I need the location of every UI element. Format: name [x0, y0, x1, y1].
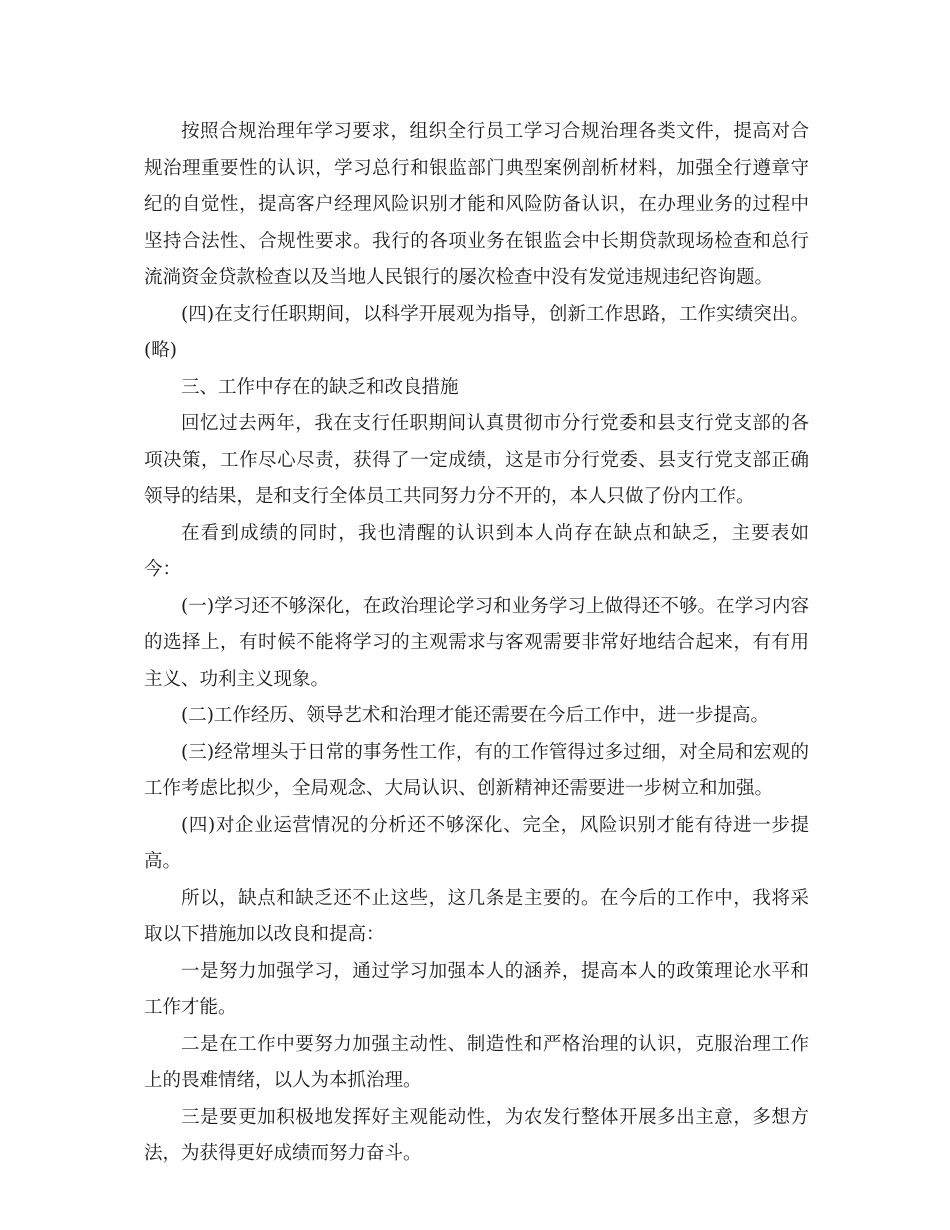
- paragraph-measure-1: 一是努力加强学习，通过学习加强本人的涵养，提高本人的政策理论水平和工作才能。: [144, 960, 809, 1018]
- paragraph-measures-intro: 所以，缺点和缺乏还不止这些，这几条是主要的。在今后的工作中，我将采取以下措施加以改良和提高：: [144, 887, 809, 945]
- section-heading-shortcomings: 三、工作中存在的缺乏和改良措施: [181, 376, 459, 398]
- paragraph-shortcoming-1: (一)学习还不够深化，在政治理论学习和业务学习上做得还不够。在学习内容的选择上，有时候不能将学习的主观需求与客观需要非常好地结合起来，有有用主义、功利主义现象。: [144, 595, 809, 690]
- paragraph-measure-3: 三是要更加积极地发挥好主观能动性，为农发行整体开展多出主意，多想方法，为获得更好成绩而努力奋斗。: [144, 1106, 809, 1164]
- paragraph-shortcoming-4: (四)对企业运营情况的分析还不够深化、完全，风险识别才能有待进一步提高。: [144, 814, 809, 872]
- paragraph-shortcoming-3: (三)经常埋头于日常的事务性工作，有的工作管得过多过细，对全局和宏观的工作考虑比拟少，全局观念、大局认识、创新精神还需要进一步树立和加强。: [144, 741, 809, 799]
- paragraph-review: 回忆过去两年，我在支行任职期间认真贯彻市分行党委和县支行党支部的各项决策，工作尽心尽责，获得了一定成绩，这是市分行党委、县支行党支部正确领导的结果，是和支行全体员工共同努力分不开的，本人只做了份内工作。: [144, 413, 809, 507]
- paragraph-compliance-study: 按照合规治理年学习要求，组织全行员工学习合规治理各类文件，提高对合规治理重要性的认识，学习总行和银监部门典型案例剖析材料，加强全行遵章守纪的自觉性，提高客户经理风险识别才能和风险防备认识，在办理业务的过程中坚持合法性、合规性要求。我行的各项业务在银监会中长期贷款现场检查和总行流淌资金贷款检查以及当地人民银行的屡次检查中没有发觉违规违纪咨询题。: [144, 121, 809, 288]
- paragraph-section-4-achievements: (四)在支行任职期间，以科学开展观为指导，创新工作思路，工作实绩突出。(略): [144, 303, 809, 361]
- paragraph-measure-2: 二是在工作中要努力加强主动性、制造性和严格治理的认识，克服治理工作上的畏难情绪，以人为本抓治理。: [144, 1033, 809, 1091]
- paragraph-shortcoming-2: (二)工作经历、领导艺术和治理才能还需要在今后工作中，进一步提高。: [181, 705, 769, 726]
- paragraph-shortcomings-intro: 在看到成绩的同时，我也清醒的认识到本人尚存在缺点和缺乏，主要表如今：: [144, 522, 809, 580]
- document-page: [144, 114, 809, 1173]
